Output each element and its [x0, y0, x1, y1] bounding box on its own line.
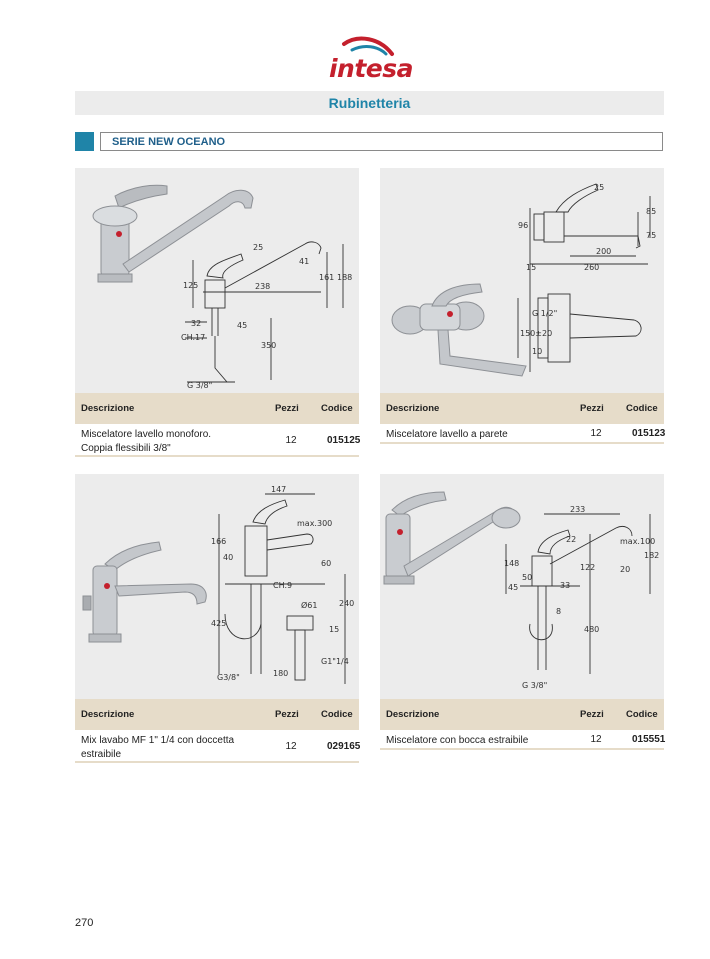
col-code: Codice [321, 403, 353, 414]
col-pieces: Pezzi [580, 709, 604, 720]
dim-label: 41 [299, 257, 310, 266]
product-image-area [75, 474, 359, 699]
dim-label: 425 [211, 619, 227, 628]
dim-label: 480 [584, 625, 600, 634]
product-pieces: 12 [285, 741, 297, 752]
product-image-area [380, 168, 664, 393]
product-photo-and-drawing [75, 168, 359, 393]
product-pieces: 12 [590, 734, 602, 745]
dim-label: 8 [556, 607, 562, 616]
logo-text: intesa [328, 54, 414, 83]
dim-label: 10 [532, 347, 543, 356]
table-header [75, 393, 359, 424]
table-row [75, 424, 359, 455]
dim-label: 166 [211, 537, 227, 546]
row-divider [380, 748, 664, 750]
dim-label: G1"1/4 [321, 657, 349, 666]
product-code: 029165 [327, 741, 361, 752]
dim-label: 50 [522, 573, 533, 582]
dim-label: 96 [518, 221, 529, 230]
col-pieces: Pezzi [580, 403, 604, 414]
dim-label: 182 [644, 551, 660, 560]
dim-label: 15 [329, 625, 340, 634]
product-pieces: 12 [285, 435, 297, 446]
faucet-photo [384, 492, 520, 584]
product-desc [81, 734, 266, 761]
series-header [100, 132, 663, 151]
product-desc [81, 428, 266, 455]
table-row [75, 730, 359, 761]
dim-label: Ø61 [301, 601, 318, 610]
dim-label: max.100 [620, 537, 656, 546]
product-code: 015551 [632, 734, 666, 745]
desc-line: Miscelatore con bocca estraibile [386, 735, 529, 746]
dim-label: 200 [596, 247, 612, 256]
dim-label: 180 [273, 669, 289, 678]
product-photo-and-drawing [380, 168, 664, 393]
product-code: 015123 [632, 428, 666, 439]
desc-line: Miscelatore lavello monoforo. [81, 429, 212, 440]
page-number: 270 [75, 917, 94, 929]
product-image-area [75, 168, 359, 393]
dim-label: 147 [271, 485, 287, 494]
dim-label: 85 [646, 207, 657, 216]
product-image-area [380, 474, 664, 699]
col-desc: Descrizione [81, 709, 135, 720]
dim-label: 15 [526, 263, 537, 272]
dim-label: 20 [620, 565, 631, 574]
product-photo-and-drawing [380, 474, 664, 699]
series-title: SERIE NEW OCEANO [112, 136, 226, 148]
dim-label: 45 [237, 321, 248, 330]
brand-logo [326, 36, 416, 84]
dim-label: 238 [255, 282, 271, 291]
dim-label: max.300 [297, 519, 333, 528]
product-pieces: 12 [590, 428, 602, 439]
dim-label: 33 [560, 581, 571, 590]
dim-label: 32 [191, 319, 202, 328]
product-desc [386, 734, 571, 748]
faucet-photo [392, 284, 526, 376]
dim-label: 188 [337, 273, 353, 282]
technical-drawing [518, 184, 650, 372]
dim-label: 75 [646, 231, 657, 240]
product-desc [386, 428, 571, 442]
technical-drawing [185, 242, 343, 382]
dim-label: 350 [261, 341, 277, 350]
desc-line: Miscelatore lavello a parete [386, 429, 508, 440]
col-pieces: Pezzi [275, 403, 299, 414]
dim-label: 22 [566, 535, 577, 544]
dim-label: G 3/8" [522, 681, 548, 690]
table-row [380, 730, 664, 750]
dim-label: 125 [183, 281, 199, 290]
dim-label: 161 [319, 273, 335, 282]
product-photo-and-drawing [75, 474, 359, 699]
section-title-band [75, 91, 664, 115]
table-header [380, 699, 664, 730]
table-header [75, 699, 359, 730]
col-pieces: Pezzi [275, 709, 299, 720]
row-divider [380, 442, 664, 444]
faucet-photo [83, 542, 206, 642]
dim-label: 233 [570, 505, 586, 514]
dim-label: 148 [504, 559, 520, 568]
dim-label: 240 [339, 599, 355, 608]
col-desc: Descrizione [386, 709, 440, 720]
table-row [380, 424, 664, 444]
page-title: Rubinetteria [328, 95, 411, 111]
dim-label: CH.17 [181, 333, 206, 342]
col-desc: Descrizione [386, 403, 440, 414]
dim-label: 25 [253, 243, 264, 252]
dim-label: 45 [508, 583, 519, 592]
desc-line: estraibile [81, 748, 122, 760]
dim-label: 122 [580, 563, 596, 572]
dim-label: 40 [223, 553, 234, 562]
col-code: Codice [626, 709, 658, 720]
row-divider [75, 455, 359, 457]
dim-label: 25 [594, 183, 605, 192]
dim-label: CH.9 [273, 581, 293, 590]
desc-line: Coppia flessibili 3/8" [81, 442, 171, 454]
series-marker [75, 132, 94, 151]
dim-label: G 1/2" [532, 309, 558, 318]
dim-label: 260 [584, 263, 600, 272]
dim-label: G 3/8" [187, 381, 213, 390]
col-code: Codice [626, 403, 658, 414]
table-header [380, 393, 664, 424]
dim-label: 150±20 [520, 329, 553, 338]
row-divider [75, 761, 359, 763]
dim-label: 60 [321, 559, 332, 568]
desc-line: Mix lavabo MF 1" 1/4 con doccetta [81, 735, 235, 746]
product-code: 015125 [327, 435, 361, 446]
dim-label: G3/8" [217, 673, 240, 682]
col-desc: Descrizione [81, 403, 135, 414]
col-code: Codice [321, 709, 353, 720]
